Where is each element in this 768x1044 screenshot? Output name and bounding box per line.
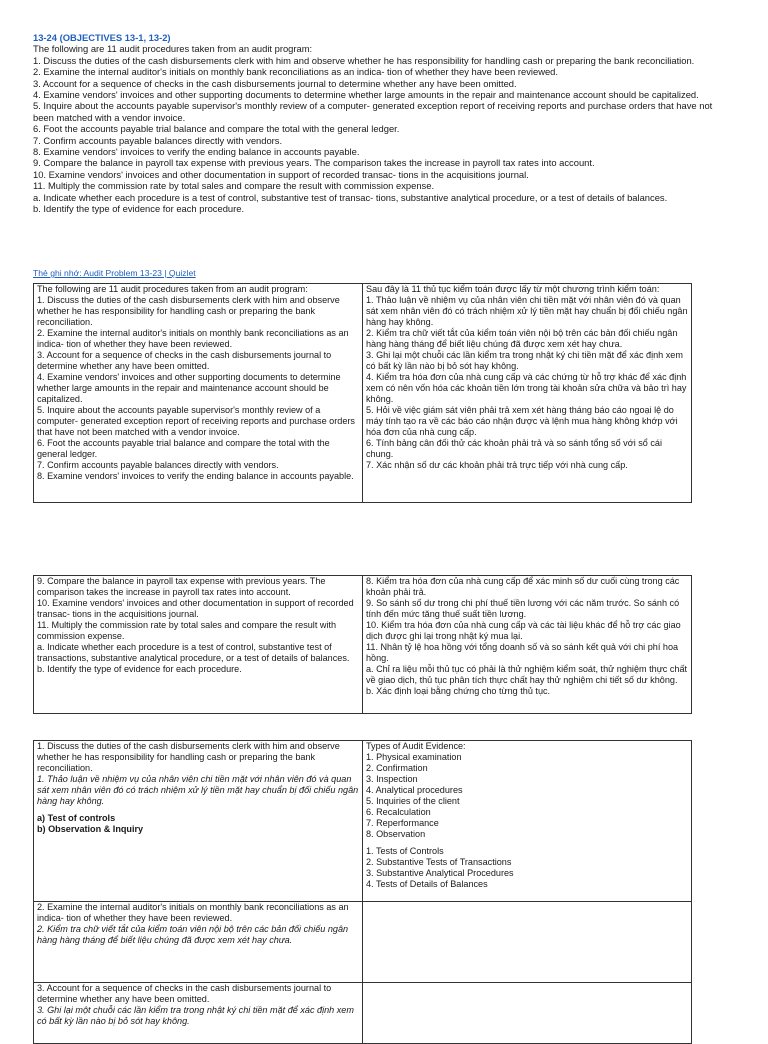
cell-line: Sau đây là 11 thủ tục kiểm toán được lấy từ một chương trình kiểm toán:	[366, 284, 660, 294]
cell-line: 11. Nhân tỷ lệ hoa hồng với tổng doanh số và so sánh kết quả với chi phí hoa hồng.	[366, 642, 679, 663]
evidence-item: 6. Recalculation	[366, 807, 431, 817]
test-type-item: 1. Tests of Controls	[366, 846, 444, 856]
cell-line: 1. Thảo luận về nhiệm vụ của nhân viên chi tiền mặt với nhân viên đó và quan sát xem nhân viên đó có trách nhiệm xử lý tiền mặt hay chuẩn bị đối chiếu ngân hàng hay không.	[366, 295, 688, 327]
intro-line: b. Identify the type of evidence for each procedure.	[33, 203, 245, 215]
cell-line: 4. Kiểm tra hóa đơn của nhà cung cấp và các chứng từ hỗ trợ khác để xác định xem có nên vốn hóa các khoản tiền lớn trong tài khoản sửa chữa và bảo trì hay không.	[366, 372, 687, 404]
evidence-item: 8. Observation	[366, 829, 426, 839]
evidence-item: 3. Inspection	[366, 774, 418, 784]
table-row	[34, 983, 692, 1044]
cell-line: 5. Hỏi về việc giám sát viên phải trả xem xét hàng tháng báo cáo ngoại lệ do máy tính tạo ra về các báo cáo nhận được và lệnh mua hàng không khớp với hóa đơn của nhà cung cấp.	[366, 405, 678, 437]
intro-line: a. Indicate whether each procedure is a test of control, substantive test of transac- tions, substantive analytical procedure, or a test of details of balances.	[33, 191, 668, 203]
vietnamese-cell	[363, 576, 692, 714]
cell-line: 9. Compare the balance in payroll tax expense with previous years. The comparison takes the increase in payroll tax rates into account.	[37, 576, 326, 597]
cell-line: 7. Xác nhận số dư các khoản phải trả trực tiếp với nhà cung cấp.	[366, 460, 628, 470]
english-cell	[34, 576, 363, 714]
cell-line: a. Indicate whether each procedure is a test of control, substantive test of transactions, substantive analytical procedure, or a test of details of balances.	[37, 642, 350, 663]
procedure-cell	[34, 741, 363, 902]
procedure-vietnamese: 3. Ghi lại một chuỗi các lần kiểm tra trong nhật ký chi tiền mặt để xác định xem có bất kỳ lần nào bị bỏ sót hay không.	[37, 1005, 354, 1026]
cell-line: b. Identify the type of evidence for each procedure.	[37, 664, 242, 674]
test-type-item: 4. Tests of Details of Balances	[366, 879, 488, 889]
translation-table-2	[33, 575, 692, 714]
evidence-item: 4. Analytical procedures	[366, 785, 463, 795]
cell-line: 3. Account for a sequence of checks in the cash disbursements journal to determine whether any have been omitted.	[37, 350, 332, 371]
intro-line: 1. Discuss the duties of the cash disbursements clerk with him and observe whether he has responsibility for handling cash or preparing the bank reconciliation.	[33, 54, 695, 66]
cell-line: 7. Confirm accounts payable balances directly with vendors.	[37, 460, 279, 470]
evidence-item: 1. Physical examination	[366, 752, 462, 762]
intro-line: 6. Foot the accounts payable trial balance and compare the total with the general ledger.	[33, 123, 400, 135]
test-type-item: 3. Substantive Analytical Procedures	[366, 868, 514, 878]
answer-b: b) Observation & Inquiry	[37, 824, 144, 834]
empty-cell	[363, 983, 692, 1044]
cell-line: The following are 11 audit procedures taken from an audit program:	[37, 284, 308, 294]
intro-line: 10. Examine vendors' invoices and other documentation in support of recorded transac- tions in the acquisitions journal.	[33, 168, 529, 180]
intro-line: 9. Compare the balance in payroll tax expense with previous years. The comparison takes the increase in payroll tax rates into account.	[33, 157, 595, 169]
cell-line: 5. Inquire about the accounts payable supervisor's monthly review of a computer- generated exception report of receiving reports and purchase orders that have not been matched with a vendor invoice.	[37, 405, 355, 437]
translation-table-1	[33, 283, 692, 503]
intro-line: 5. Inquire about the accounts payable supervisor's monthly review of a computer- generated exception report of receiving reports and purchase orders that have not been matched with a vendor invoice.	[33, 100, 713, 123]
procedure-cell	[34, 983, 363, 1044]
cell-line: 8. Kiểm tra hóa đơn của nhà cung cấp để xác minh số dư cuối cùng trong các khoản phải trả.	[366, 576, 680, 597]
vietnamese-cell	[363, 284, 692, 503]
cell-line: 6. Tính bảng cân đối thử các khoản phải trả và so sánh tổng số với sổ cái chung.	[366, 438, 662, 459]
intro-line: 7. Confirm accounts payable balances directly with vendors.	[33, 134, 283, 146]
intro-line: 2. Examine the internal auditor's initials on monthly bank reconciliations as an indica- tion of whether they have been reviewed.	[33, 66, 559, 78]
cell-line: 8. Examine vendors' invoices to verify the ending balance in accounts payable.	[37, 471, 354, 481]
procedure-english: 3. Account for a sequence of checks in the cash disbursements journal to determine whether any have been omitted.	[37, 983, 332, 1004]
answers-table	[33, 740, 692, 1044]
procedure-vietnamese: 2. Kiểm tra chữ viết tắt của kiểm toán viên nội bộ trên các bản đối chiếu ngân hàng hàng tháng để biết liệu chúng đã được xem xét hay chưa.	[37, 924, 349, 945]
intro-section	[33, 32, 733, 215]
procedure-vietnamese: 1. Thảo luận về nhiệm vụ của nhân viên chi tiền mặt với nhân viên đó và quan sát xem nhân viên đó có trách nhiệm xử lý tiền mặt hay chuẩn bị đối chiếu ngân hàng hay không.	[37, 774, 359, 806]
cell-line: 11. Multiply the commission rate by total sales and compare the result with commission expense.	[37, 620, 337, 641]
intro-line: The following are 11 audit procedures taken from an audit program:	[33, 43, 313, 55]
evidence-item: 2. Confirmation	[366, 763, 428, 773]
intro-line: 8. Examine vendors' invoices to verify the ending balance in accounts payable.	[33, 146, 360, 158]
procedure-english: 1. Discuss the duties of the cash disbursements clerk with him and observe whether he has responsibility for handling cash or preparing the bank reconciliation.	[37, 741, 340, 773]
intro-line: 3. Account for a sequence of checks in the cash disbursements journal to determine whether any have been omitted.	[33, 77, 517, 89]
evidence-types-cell	[363, 741, 692, 902]
answer-a: a) Test of controls	[37, 813, 116, 823]
cell-line: 10. Examine vendors' invoices and other documentation in support of recorded transac- tions in the acquisitions journal.	[37, 598, 354, 619]
cell-line: 10. Kiểm tra hóa đơn của nhà cung cấp và các tài liệu khác để hỗ trợ các giao dịch được ghi lại trong nhật ký mua lại.	[366, 620, 681, 641]
cell-line: b. Xác định loại bằng chứng cho từng thủ tục.	[366, 686, 551, 696]
cell-line: 4. Examine vendors' invoices and other supporting documents to determine whether large amounts in the repair and maintenance account should be capitalized.	[37, 372, 341, 404]
cell-line: 2. Kiểm tra chữ viết tắt của kiểm toán viên nội bộ trên các bản đối chiếu ngân hàng hàng tháng để biết liệu chúng đã được xem xét hay chưa.	[366, 328, 678, 349]
cell-line: 9. So sánh số dư trong chi phí thuế tiền lương với các năm trước. So sánh có tính đến mức tăng thuế suất tiền lương.	[366, 598, 680, 619]
quizlet-link[interactable]: Thẻ ghi nhớ: Audit Problem 13-23 | Quizlet	[33, 268, 196, 278]
test-type-item: 2. Substantive Tests of Transactions	[366, 857, 512, 867]
cell-line: a. Chỉ ra liệu mỗi thủ tục có phải là thử nghiệm kiểm soát, thử nghiệm thực chất về giao dịch, thủ tục phân tích thực chất hay thử nghiệm chi tiết số dư không.	[366, 664, 688, 685]
intro-line: 11. Multiply the commission rate by total sales and compare the result with commission expense.	[33, 180, 435, 192]
table-row	[34, 284, 692, 503]
empty-cell	[363, 902, 692, 983]
problem-heading: 13-24 (OBJECTIVES 13-1, 13-2)	[33, 32, 171, 43]
table-row	[34, 576, 692, 714]
evidence-title: Types of Audit Evidence:	[366, 741, 466, 751]
english-cell	[34, 284, 363, 503]
procedure-english: 2. Examine the internal auditor's initials on monthly bank reconciliations as an indica- tion of whether they have been reviewed.	[37, 902, 349, 923]
table-row	[34, 902, 692, 983]
cell-line: 3. Ghi lại một chuỗi các lần kiểm tra trong nhật ký chi tiền mặt để xác định xem có bất kỳ lần nào bị bỏ sót hay không.	[366, 350, 683, 371]
evidence-item: 7. Reperformance	[366, 818, 439, 828]
procedure-cell	[34, 902, 363, 983]
cell-line: 2. Examine the internal auditor's initials on monthly bank reconciliations as an indica- tion of whether they have been reviewed.	[37, 328, 349, 349]
intro-lines	[33, 43, 733, 214]
cell-line: 1. Discuss the duties of the cash disbursements clerk with him and observe whether he has responsibility for handling cash or preparing the bank reconciliation.	[37, 295, 340, 327]
evidence-item: 5. Inquiries of the client	[366, 796, 460, 806]
intro-line: 4. Examine vendors' invoices and other supporting documents to determine whether large amounts in the repair and maintenance account should be capitalized.	[33, 89, 699, 101]
table-row	[34, 741, 692, 902]
cell-line: 6. Foot the accounts payable trial balance and compare the total with the general ledger.	[37, 438, 330, 459]
